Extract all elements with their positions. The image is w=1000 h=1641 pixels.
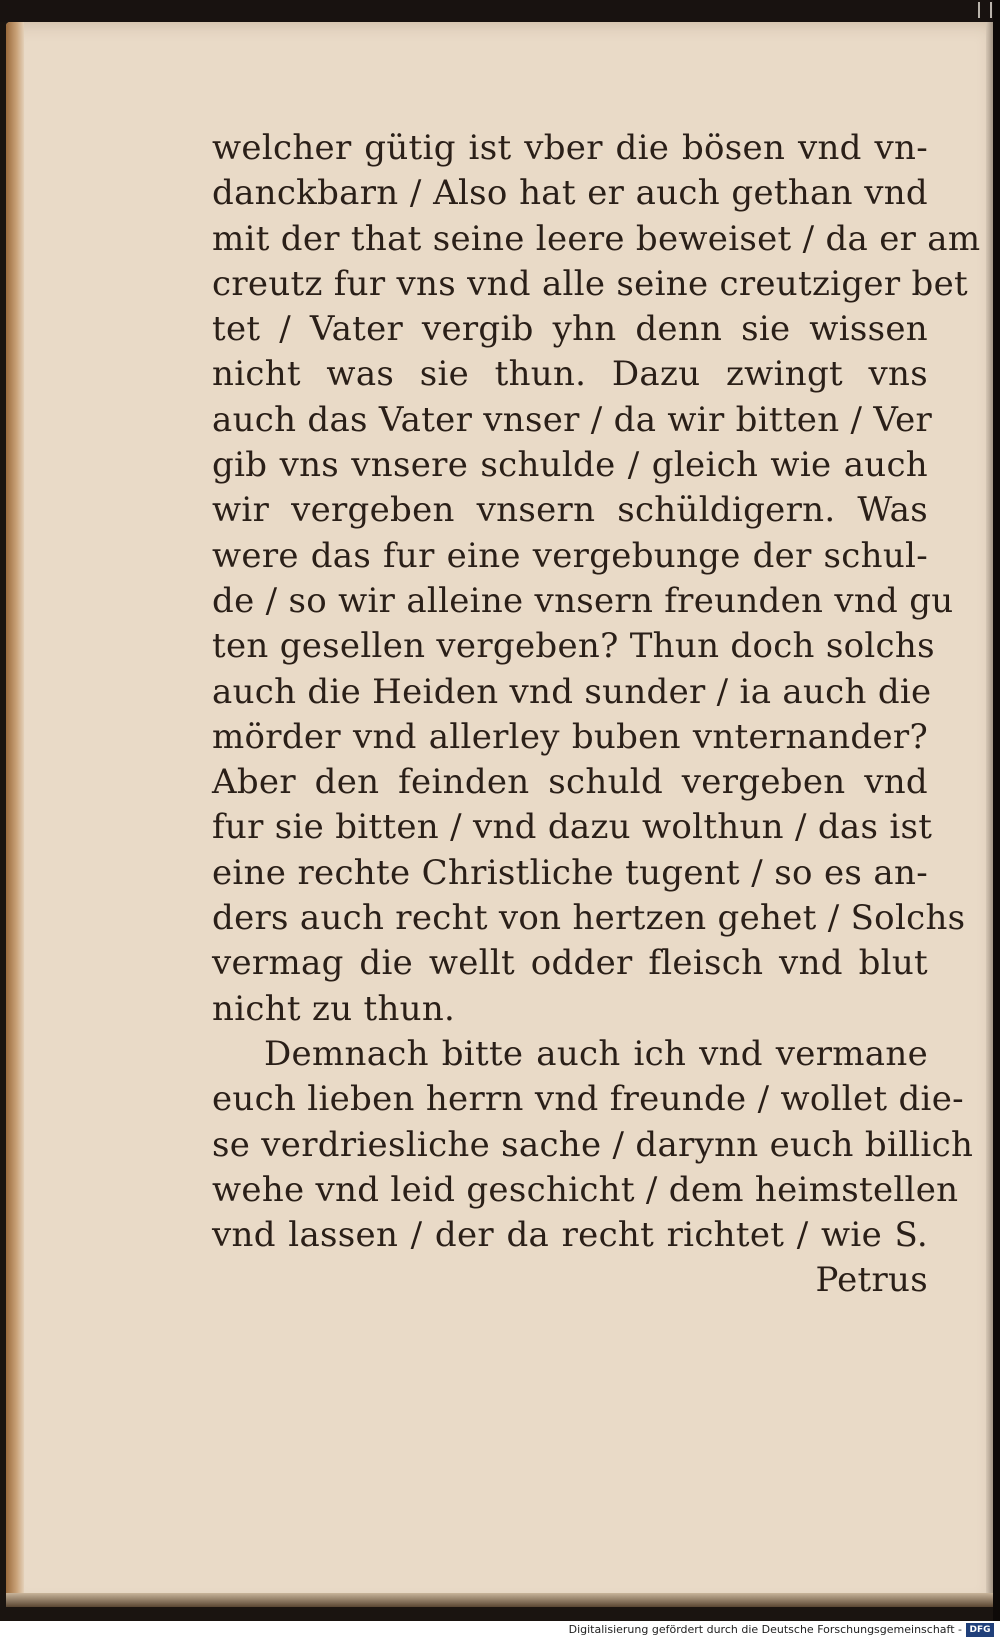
- text-line: nicht zu thun.: [212, 988, 456, 1029]
- text-line: eine rechte Christliche tugent / so es an-: [212, 852, 928, 893]
- page-left-edge: [6, 22, 24, 1607]
- text-line: ders auch recht von hertzen gehet / Solchs: [212, 898, 966, 939]
- text-line: creutz fur vns vnd alle seine creutziger bet: [212, 263, 968, 304]
- page-corner-mark-icon: [978, 2, 992, 18]
- paragraph-start-line: Demnach bitte auch ich vnd vermane: [264, 1033, 928, 1074]
- text-line: danckbarn / Also hat er auch gethan vnd: [212, 173, 928, 214]
- text-line: se verdriesliche sache / darynn euch billich: [212, 1124, 974, 1165]
- text-line: auch die Heiden vnd sunder / ia auch die: [212, 671, 932, 712]
- text-line: mit der that seine leere beweiset / da er am: [212, 218, 981, 259]
- scan-top-margin: [0, 0, 1000, 22]
- text-line: mörder vnd allerley buben vnternander?: [212, 716, 928, 757]
- dfg-logo: DFG: [966, 1623, 994, 1637]
- text-line: wehe vnd leid geschicht / dem heimstellen: [212, 1169, 959, 1210]
- text-line: gib vns vnsere schulde / gleich wie auch: [212, 445, 928, 486]
- text-line: euch lieben herrn vnd freunde / wollet die-: [212, 1079, 964, 1120]
- text-line: de / so wir alleine vnsern freunden vnd gu: [212, 580, 954, 621]
- text-line: nicht was sie thun. Dazu zwingt vns: [212, 354, 928, 395]
- text-line: wir vergeben vnsern schüldigern. Was: [212, 490, 928, 531]
- funding-credit: Digitalisierung gefördert durch die Deutsche Forschungsgemeinschaft -: [568, 1623, 962, 1636]
- page-bottom-edge: [6, 1593, 996, 1607]
- text-line: welcher gütig ist vber die bösen vnd vn-: [212, 128, 928, 168]
- text-line: vermag die wellt odder fleisch vnd blut: [212, 943, 928, 984]
- text-line: were das fur eine vergebunge der schul-: [212, 535, 928, 576]
- text-line: ten gesellen vergeben? Thun doch solchs: [212, 626, 935, 667]
- text-line: fur sie bitten / vnd dazu wolthun / das ist: [212, 807, 933, 848]
- text-line: vnd lassen / der da recht richtet / wie S.: [212, 1215, 928, 1256]
- text-line: tet / Vater vergib yhn denn sie wissen: [212, 309, 928, 350]
- text-line: Aber den feinden schuld vergeben vnd: [212, 762, 928, 803]
- scan-right-margin: [993, 0, 1000, 1641]
- text-line: auch das Vater vnser / da wir bitten / Ver: [212, 399, 933, 440]
- catchword: Petrus: [815, 1260, 928, 1301]
- page-text: [212, 126, 981, 1304]
